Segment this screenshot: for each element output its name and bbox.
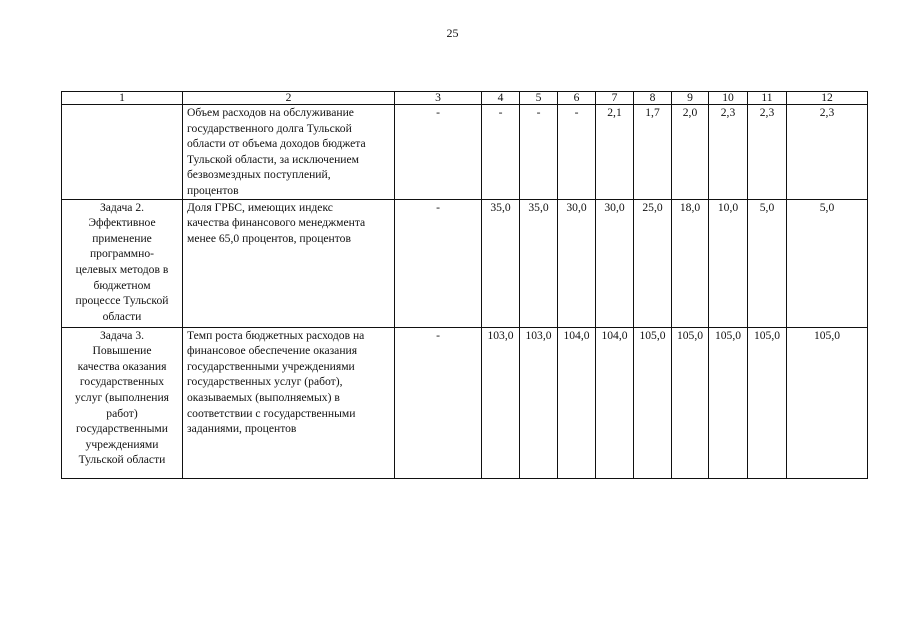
indicator-line: государственными учреждениями bbox=[187, 359, 355, 373]
indicator-line: государственного долга Тульской bbox=[187, 121, 352, 135]
indicator-line: оказываемых (выполняемых) в bbox=[187, 390, 340, 404]
page-number: 25 bbox=[446, 26, 459, 40]
indicator-line: финансовое обеспечение оказания bbox=[187, 344, 358, 358]
indicator-line: Тульской области, за исключением bbox=[187, 152, 359, 166]
value-cell: - bbox=[558, 105, 596, 200]
indicator-line: Темп роста бюджетных расходов на bbox=[187, 328, 365, 342]
value-cell: - bbox=[482, 105, 520, 200]
value-cell: 2,1 bbox=[596, 105, 634, 200]
value-cell: 2,3 bbox=[709, 105, 748, 200]
task-line: государственных bbox=[79, 375, 165, 389]
value-cell: 105,0 bbox=[787, 327, 868, 478]
indicator-cell bbox=[183, 199, 395, 327]
header-cell: 5 bbox=[520, 92, 558, 105]
value-cell: 5,0 bbox=[748, 199, 787, 327]
value-cell: 103,0 bbox=[520, 327, 558, 478]
value-cell: 2,0 bbox=[672, 105, 709, 200]
indicator-line: заданиями, процентов bbox=[187, 422, 297, 436]
indicator-line: безвозмездных поступлений, bbox=[187, 168, 331, 182]
value-cell: - bbox=[395, 199, 482, 327]
header-cell: 7 bbox=[596, 92, 634, 105]
value-cell: 105,0 bbox=[709, 327, 748, 478]
header-cell: 1 bbox=[62, 92, 183, 105]
value-cell: - bbox=[395, 105, 482, 200]
header-cell: 11 bbox=[748, 92, 787, 105]
indicator-line: качества финансового менеджмента bbox=[187, 216, 366, 230]
value-cell: 2,3 bbox=[787, 105, 868, 200]
header-cell: 10 bbox=[709, 92, 748, 105]
header-cell: 12 bbox=[787, 92, 868, 105]
value-cell: 105,0 bbox=[748, 327, 787, 478]
task-line: процессе Тульской bbox=[75, 294, 169, 308]
indicator-line: области от объема доходов бюджета bbox=[187, 137, 366, 151]
value-cell: 103,0 bbox=[482, 327, 520, 478]
task-line: Задача 2. bbox=[99, 200, 145, 214]
indicators-table bbox=[61, 91, 868, 479]
indicator-line: Доля ГРБС, имеющих индекс bbox=[187, 200, 333, 214]
value-cell: 105,0 bbox=[672, 327, 709, 478]
header-cell: 9 bbox=[672, 92, 709, 105]
task-line: услуг (выполнения bbox=[74, 390, 170, 404]
task-line: работ) bbox=[106, 406, 138, 420]
task-line: бюджетном bbox=[93, 278, 151, 292]
task-line: Повышение bbox=[92, 344, 152, 358]
indicator-line: Объем расходов на обслуживание bbox=[187, 106, 354, 119]
value-cell: - bbox=[395, 327, 482, 478]
value-cell: 18,0 bbox=[672, 199, 709, 327]
header-row bbox=[62, 92, 868, 105]
value-cell: 2,3 bbox=[748, 105, 787, 200]
task-cell bbox=[62, 199, 183, 327]
table-row bbox=[62, 199, 868, 327]
task-cell bbox=[62, 105, 183, 200]
header-cell: 6 bbox=[558, 92, 596, 105]
value-cell: 35,0 bbox=[482, 199, 520, 327]
indicator-cell bbox=[183, 327, 395, 478]
task-line: Эффективное bbox=[88, 216, 156, 230]
value-cell: 25,0 bbox=[634, 199, 672, 327]
value-cell: 30,0 bbox=[596, 199, 634, 327]
task-line: программно- bbox=[89, 247, 155, 261]
task-line: Задача 3. bbox=[99, 328, 145, 342]
header-cell: 4 bbox=[482, 92, 520, 105]
value-cell: 5,0 bbox=[787, 199, 868, 327]
value-cell: 10,0 bbox=[709, 199, 748, 327]
value-cell: 105,0 bbox=[634, 327, 672, 478]
indicator-cell bbox=[183, 105, 395, 200]
table-row bbox=[62, 327, 868, 478]
indicator-line: государственных услуг (работ), bbox=[187, 375, 343, 389]
task-line: качества оказания bbox=[77, 359, 167, 373]
value-cell: - bbox=[520, 105, 558, 200]
indicator-line: менее 65,0 процентов, процентов bbox=[187, 231, 351, 245]
header-cell: 3 bbox=[395, 92, 482, 105]
task-line: применение bbox=[92, 231, 152, 245]
task-line: области bbox=[102, 309, 142, 323]
indicator-line: соответствии с государственными bbox=[187, 406, 356, 420]
header-cell: 2 bbox=[183, 92, 395, 105]
task-line: учреждениями bbox=[85, 437, 159, 451]
task-line: государственными bbox=[76, 422, 168, 436]
value-cell: 35,0 bbox=[520, 199, 558, 327]
indicator-line: процентов bbox=[187, 183, 239, 197]
value-cell: 104,0 bbox=[558, 327, 596, 478]
header-cell: 8 bbox=[634, 92, 672, 105]
task-cell bbox=[62, 327, 183, 478]
table-row bbox=[62, 105, 868, 200]
value-cell: 104,0 bbox=[596, 327, 634, 478]
task-line: целевых методов в bbox=[75, 262, 169, 276]
value-cell: 30,0 bbox=[558, 199, 596, 327]
value-cell: 1,7 bbox=[634, 105, 672, 200]
task-line: Тульской области bbox=[78, 453, 166, 467]
